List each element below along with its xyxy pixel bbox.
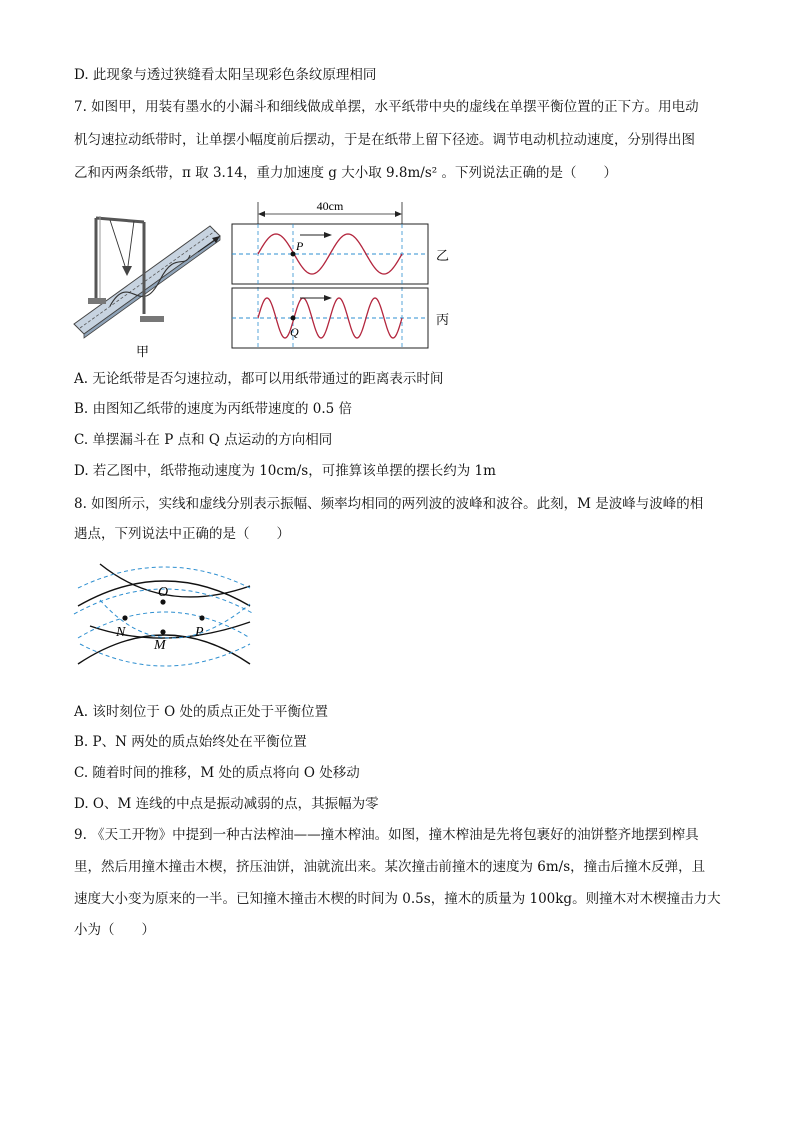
q7-option-c: C. 单摆漏斗在 P 点和 Q 点运动的方向相同 [74, 432, 333, 448]
point-p-label: P [296, 239, 304, 253]
q7-option-d: D. 若乙图中，纸带拖动速度为 10cm/s，可推算该单摆的摆长约为 1m [74, 463, 496, 479]
label-jia: 甲 [136, 344, 150, 359]
length-label: 40cm [316, 199, 344, 213]
q9-stem-line4: 小为（ ） [74, 922, 155, 938]
q7-stem-line2: 机匀速拉动纸带时，让单摆小幅度前后摆动，于是在纸带上留下径迹。调节电动机拉动速度，分别得出图 [74, 132, 695, 148]
q7-figure-jia [70, 210, 230, 360]
q8-option-b: B. P、N 两处的质点始终处在平衡位置 [74, 734, 307, 750]
point-q-label: Q [290, 325, 299, 339]
point-o-label: O [158, 585, 169, 600]
prev-option-d: D. 此现象与透过狭缝看太阳呈现彩色条纹原理相同 [74, 67, 377, 83]
point-n-label: N [116, 625, 126, 640]
q7-option-a: A. 无论纸带是否匀速拉动，都可以用纸带通过的距离表示时间 [74, 371, 444, 387]
q9-stem-line3: 速度大小变为原来的一半。已知撞木撞击木楔的时间为 0.5s，撞木的质量为 100kg。则撞木对木楔撞击力大 [74, 891, 721, 907]
q7-stem-line1: 7. 如图甲，用装有墨水的小漏斗和细线做成单摆，水平纸带中央的虚线在单摆平衡位置的正下方。用电动 [74, 99, 699, 115]
q8-interference-figure [70, 556, 260, 686]
label-yi: 乙 [436, 248, 450, 263]
q8-stem-line2: 遇点，下列说法中正确的是（ ） [74, 526, 290, 542]
q7-option-b: B. 由图知乙纸带的速度为丙纸带速度的 0.5 倍 [74, 401, 353, 417]
q8-stem-line1: 8. 如图所示，实线和虚线分别表示振幅、频率均相同的两列波的波峰和波谷。此刻，M 是波峰与波峰的相 [74, 496, 704, 512]
q7-stem-line3: 乙和丙两条纸带，π 取 3.14，重力加速度 g 大小取 9.8m/s² 。下列说法正确的是（ ） [74, 165, 617, 181]
q7-figure-tapes [228, 194, 464, 354]
q8-option-c: C. 随着时间的推移，M 处的质点将向 O 处移动 [74, 765, 360, 781]
point-m-label: M [154, 638, 166, 653]
q8-option-d: D. O、M 连线的中点是振动减弱的点，其振幅为零 [74, 796, 379, 812]
q9-stem-line1: 9. 《天工开物》中提到一种古法榨油——撞木榨油。如图，撞木榨油是先将包裹好的油饼整齐地摆到榨具 [74, 827, 699, 843]
q8-option-a: A. 该时刻位于 O 处的质点正处于平衡位置 [74, 704, 328, 720]
q9-stem-line2: 里，然后用撞木撞击木楔，挤压油饼，油就流出来。某次撞击前撞木的速度为 6m/s，撞击后撞木反弹，且 [74, 859, 706, 875]
point-p-label: P [195, 625, 204, 640]
label-bing: 丙 [436, 312, 450, 327]
